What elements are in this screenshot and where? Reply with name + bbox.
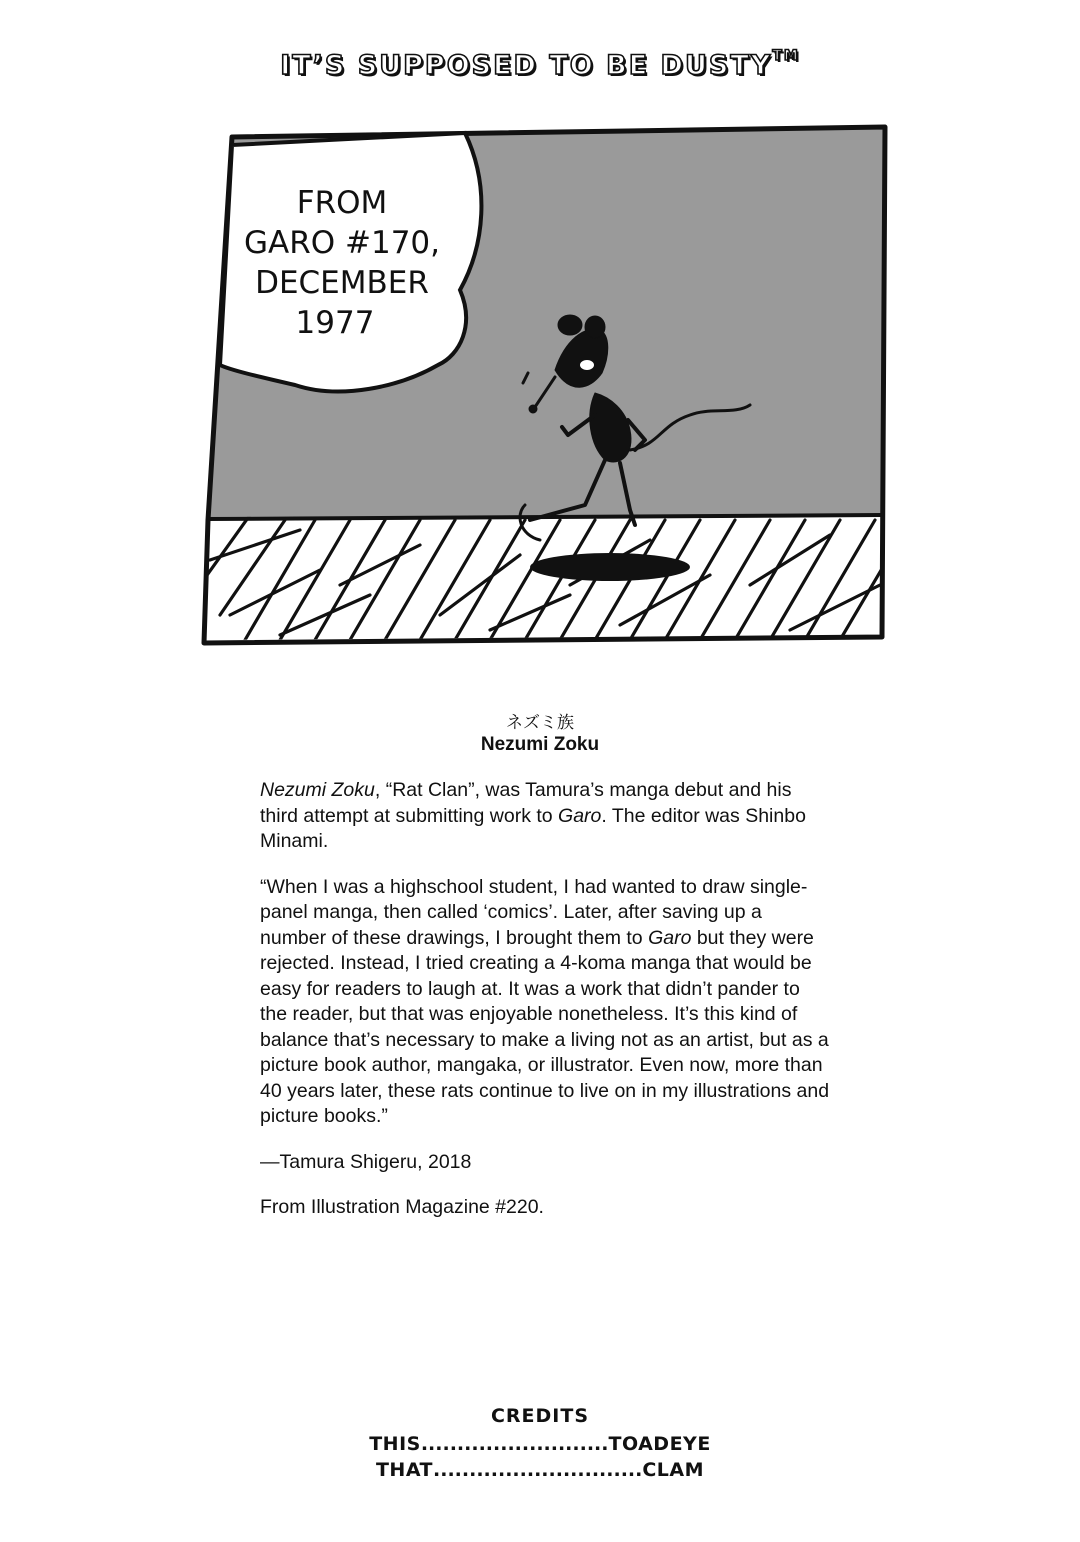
credit-name: TOADEYE	[608, 1433, 711, 1455]
speech-bubble	[220, 133, 481, 391]
paragraph-quote-text-b: but they were rejected. Instead, I tried creating a 4-koma manga that would be easy for readers to laugh at. It was a work that didn’t pander to the reader, but that was enjoyable nonetheless. It’s this kind of balance that’s necessary to make a living not as an artist, but as a picture book author, mangaka, or illustrator. Even now, more than 40 years later, these rats continue to live on in my illustrations and picture books.”	[260, 926, 830, 1127]
attribution: —Tamura Shigeru, 2018	[260, 1150, 472, 1173]
paragraph-intro	[260, 778, 830, 855]
speech-line-4: 1977	[295, 305, 375, 341]
credits-block	[0, 1405, 1080, 1485]
rat-shadow	[530, 553, 690, 581]
credit-role: THIS	[369, 1433, 421, 1455]
speech-line-1: FROM	[296, 185, 388, 221]
comic-panel	[190, 115, 900, 675]
paragraph-intro-title: Nezumi Zoku	[260, 779, 375, 801]
paragraph-quote-garo: Garo	[648, 926, 692, 949]
caption-english: Nezumi Zoku	[480, 734, 600, 755]
credit-name: CLAM	[642, 1459, 705, 1481]
paragraph-intro-garo: Garo	[558, 804, 602, 827]
page-title	[0, 50, 1080, 81]
comic-panel-art	[190, 115, 900, 675]
paragraph-intro-text-a: , “Rat Clan”, was Tamura’s manga debut and his third attempt at submitting work to	[260, 779, 792, 827]
speech-line-2: GARO #170,	[243, 225, 441, 261]
credits-title: CREDITS	[490, 1405, 590, 1427]
credit-row	[0, 1433, 1080, 1455]
article-body	[260, 778, 830, 1241]
credit-dots: .............................	[433, 1459, 643, 1481]
page-title-text: IT’S SUPPOSED TO BE DUSTY	[280, 50, 773, 81]
paragraph-intro-text-b: . The editor was Shinbo Minami.	[260, 804, 806, 852]
caption-japanese: ネズミ族	[506, 713, 574, 733]
speech-line-3: DECEMBER	[255, 265, 429, 301]
paragraph-quote-text-a: “When I was a highschool student, I had wanted to draw single-panel manga, then called ‘comics’. Later, after saving up a number of these drawings, I brought them to	[260, 875, 808, 949]
credit-role: THAT	[375, 1459, 434, 1481]
source-note: From Illustration Magazine #220.	[260, 1196, 544, 1218]
trademark-mark: TM	[772, 48, 800, 64]
credit-row	[0, 1459, 1080, 1481]
paragraph-quote	[260, 875, 830, 1130]
credit-dots: ..........................	[420, 1433, 609, 1455]
